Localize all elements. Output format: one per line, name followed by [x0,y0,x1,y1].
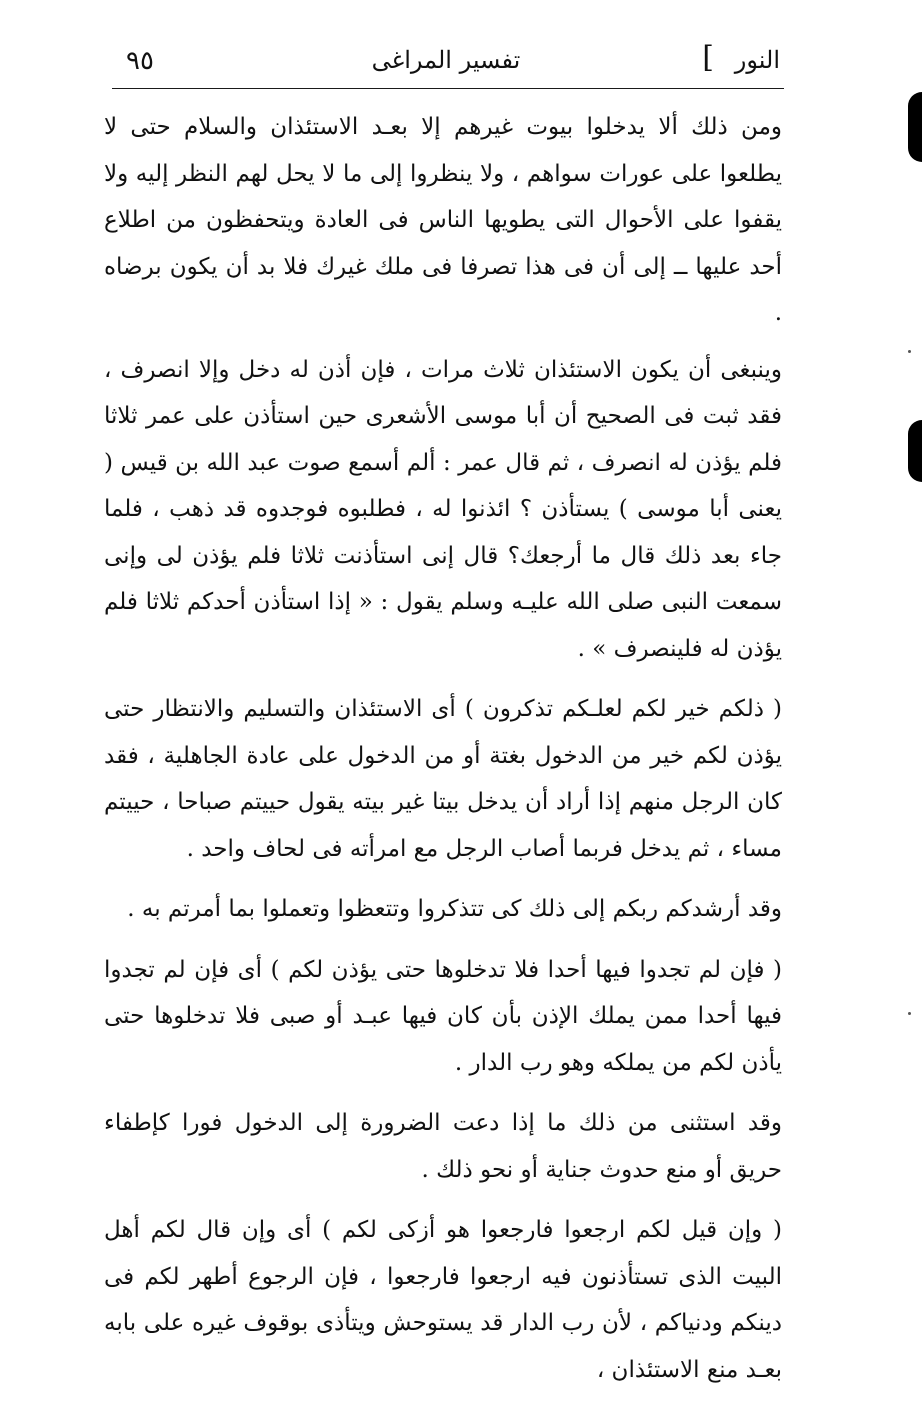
header-bracket: ] [702,40,714,75]
paragraph: ( ذلكم خير لكم لعلـكم تذكرون ) أى الاستئذان والتسليم والانتظار حتى يؤذن لكم خير من الدخول بغتة أو من الدخول على عادة الجاهلية ، فقد كان الرجل منهم إذا أراد أن يدخل بيتا غير بيته يقول حييتم صباحا ، حييتم مساء ، ثم يدخل فربما أصاب الرجل مع امرأته فى لحاف واحد . [104,696,782,862]
paragraph: ( وإن قيل لكم ارجعوا فارجعوا هو أزكى لكم ) أى وإن قال لكم أهل البيت الذى تستأذنون فيه ارجعوا فارجعوا ، فإن الرجوع أطهر لكم فى دينكم ودنياكم ، لأن رب الدار قد يستوحش ويتأذى بوقوف غيره على بابه بعـد منع الاستئذان ، [104,1217,782,1383]
paragraph: وقد أرشدكم ربكم إلى ذلك كى تتذكروا وتتعظوا وتعملوا بما أمرتم به . [127,896,782,922]
paragraph: وينبغى أن يكون الاستئذان ثلاث مرات ، فإن أذن له دخل وإلا انصرف ، فقد ثبت فى الصحيح أن أبا موسى الأشعرى حين استأذن على عمر ثلاثا فلم يؤذن له انصرف ، ثم قال عمر : ألم أسمع صوت عبد الله بن قيس ( يعنى أبا موسى ) يستأذن ؟ ائذنوا له ، فطلبوه فوجدوه قد ذهب ، فلما جاء بعد ذلك قال ما أرجعك؟ قال إنى استأذنت ثلاثا فلم يؤذن لى وإنى سمعت النبى صلى الله عليـه وسلم يقول : « إذا استأذن أحدكم ثلاثا فلم يؤذن له فلينصرف » . [104,356,782,662]
surah-name: النور [734,46,780,74]
scan-edge-mark [908,92,922,162]
body-text [104,104,782,1407]
page-number: ٩٥ [126,46,154,76]
scan-speck [908,350,911,353]
book-title: تفسير المراغى [371,46,521,74]
paragraph: وقد استثنى من ذلك ما إذا دعت الضرورة إلى الدخول فورا كإطفاء حريق أو منع حدوث جناية أو نحو ذلك . [104,1110,782,1183]
paragraph: ( فإن لم تجدوا فيها أحدا فلا تدخلوها حتى يؤذن لكم ) أى فإن لم تجدوا فيها أحدا ممن يملك الإذن بأن كان فيها عبـد أو صبى فلا تدخلوها حتى يأذن لكم من يملكه وهو رب الدار . [104,956,783,1076]
paragraph: ومن ذلك ألا يدخلوا بيوت غيرهم إلا بعـد الاستئذان والسلام حتى لا يطلعوا على عورات سواهم ، ولا ينظروا إلى ما لا يحل لهم النظر إليه ولا يقفوا على الأحوال التى يطويها الناس فى العادة ويتحفظون من اطلاع أحد عليها ــ إلى أن فى هذا تصرفا فى ملك غيرك فلا بد أن يكون برضاه . [104,114,782,326]
scan-edge-mark [908,420,922,482]
header-rule [112,88,784,89]
running-header [112,40,780,88]
scan-speck [908,1012,911,1015]
